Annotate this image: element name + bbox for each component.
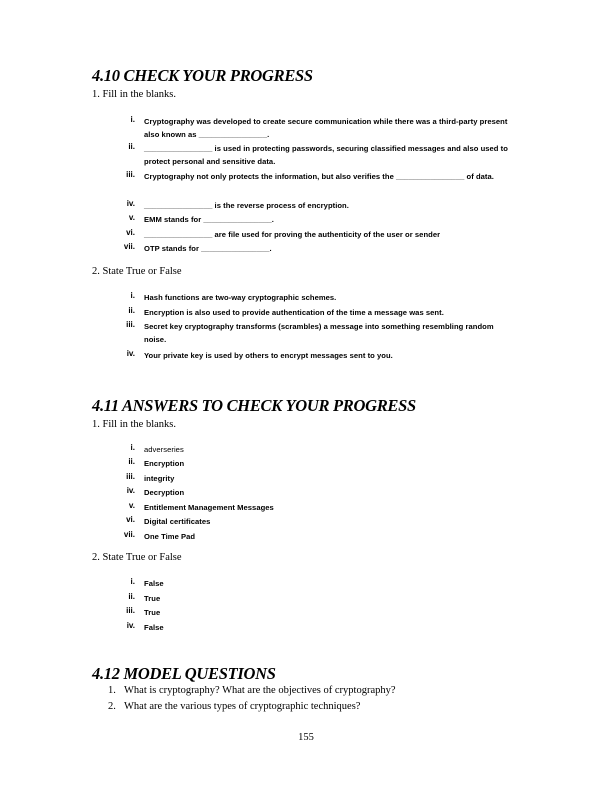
item-number: i. bbox=[130, 443, 135, 452]
item-text: What are the various types of cryptographic techniques? bbox=[124, 701, 361, 712]
item-text: Encryption bbox=[144, 459, 185, 468]
subheading-true-false: 2. State True or False bbox=[92, 266, 182, 277]
item-text: ________________ are file used for proving the authenticity of the user or sender bbox=[144, 230, 441, 239]
item-text: One Time Pad bbox=[144, 532, 196, 541]
item-number: iv. bbox=[126, 621, 135, 630]
item-text: Cryptography not only protects the information, but also verifies the ________________ of data. bbox=[144, 172, 494, 181]
item-number: ii. bbox=[128, 306, 135, 315]
item-number: i. bbox=[130, 577, 135, 586]
item-number: ii. bbox=[128, 142, 135, 151]
item-number: iii. bbox=[126, 320, 135, 329]
subheading-fill-blanks-answers: 1. Fill in the blanks. bbox=[92, 419, 176, 430]
item-text: Digital certificates bbox=[144, 517, 211, 526]
item-text: EMM stands for ________________. bbox=[144, 215, 274, 224]
item-number: iv. bbox=[126, 199, 135, 208]
subheading-true-false-answers: 2. State True or False bbox=[92, 552, 182, 563]
item-text: True bbox=[144, 594, 161, 603]
item-text: Encryption is also used to provide authentication of the time a message was sent. bbox=[144, 308, 444, 317]
item-number: 2. bbox=[108, 701, 116, 712]
item-number: iii. bbox=[126, 606, 135, 615]
item-text: OTP stands for ________________. bbox=[144, 244, 272, 253]
item-text: Secret key cryptography transforms (scrambles) a message into something resembling random noise. bbox=[144, 322, 494, 344]
item-text: adverseries bbox=[144, 445, 184, 454]
item-text: integrity bbox=[144, 474, 175, 483]
item-text: Decryption bbox=[144, 488, 185, 497]
item-text: Cryptography was developed to create secure communication while there was a third-party present also known as ________________. bbox=[144, 117, 508, 139]
item-text: True bbox=[144, 608, 161, 617]
item-number: i. bbox=[130, 291, 135, 300]
item-number: ii. bbox=[128, 457, 135, 466]
item-number: v. bbox=[128, 501, 135, 510]
item-number: iv. bbox=[126, 349, 135, 358]
item-number: vi. bbox=[126, 228, 135, 237]
item-number: i. bbox=[130, 115, 135, 124]
item-number: iii. bbox=[126, 472, 135, 481]
item-number: ii. bbox=[128, 592, 135, 601]
section-heading-answers: 4.11 ANSWERS TO CHECK YOUR PROGRESS bbox=[92, 396, 416, 415]
item-text: False bbox=[144, 623, 164, 632]
item-number: 1. bbox=[108, 685, 116, 696]
item-number: vi. bbox=[126, 515, 135, 524]
item-text: ________________ is used in protecting passwords, securing classified messages and also used to protect personal and sensitive data. bbox=[144, 144, 508, 166]
item-text: False bbox=[144, 579, 164, 588]
subheading-fill-blanks: 1. Fill in the blanks. bbox=[92, 89, 176, 100]
section-heading-check-progress: 4.10 CHECK YOUR PROGRESS bbox=[92, 66, 313, 85]
item-text: What is cryptography? What are the objectives of cryptography? bbox=[124, 685, 396, 696]
item-text: Entitlement Management Messages bbox=[144, 503, 274, 512]
item-number: iii. bbox=[126, 170, 135, 179]
item-number: v. bbox=[128, 213, 135, 222]
item-text: Your private key is used by others to encrypt messages sent to you. bbox=[144, 351, 393, 360]
item-text: Hash functions are two-way cryptographic schemes. bbox=[144, 293, 337, 302]
item-text: ________________ is the reverse process of encryption. bbox=[144, 201, 349, 210]
item-number: vii. bbox=[123, 242, 135, 251]
page-number: 155 bbox=[298, 732, 314, 743]
item-number: iv. bbox=[126, 486, 135, 495]
section-heading-model-questions: 4.12 MODEL QUESTIONS bbox=[92, 664, 276, 683]
item-number: vii. bbox=[123, 530, 135, 539]
